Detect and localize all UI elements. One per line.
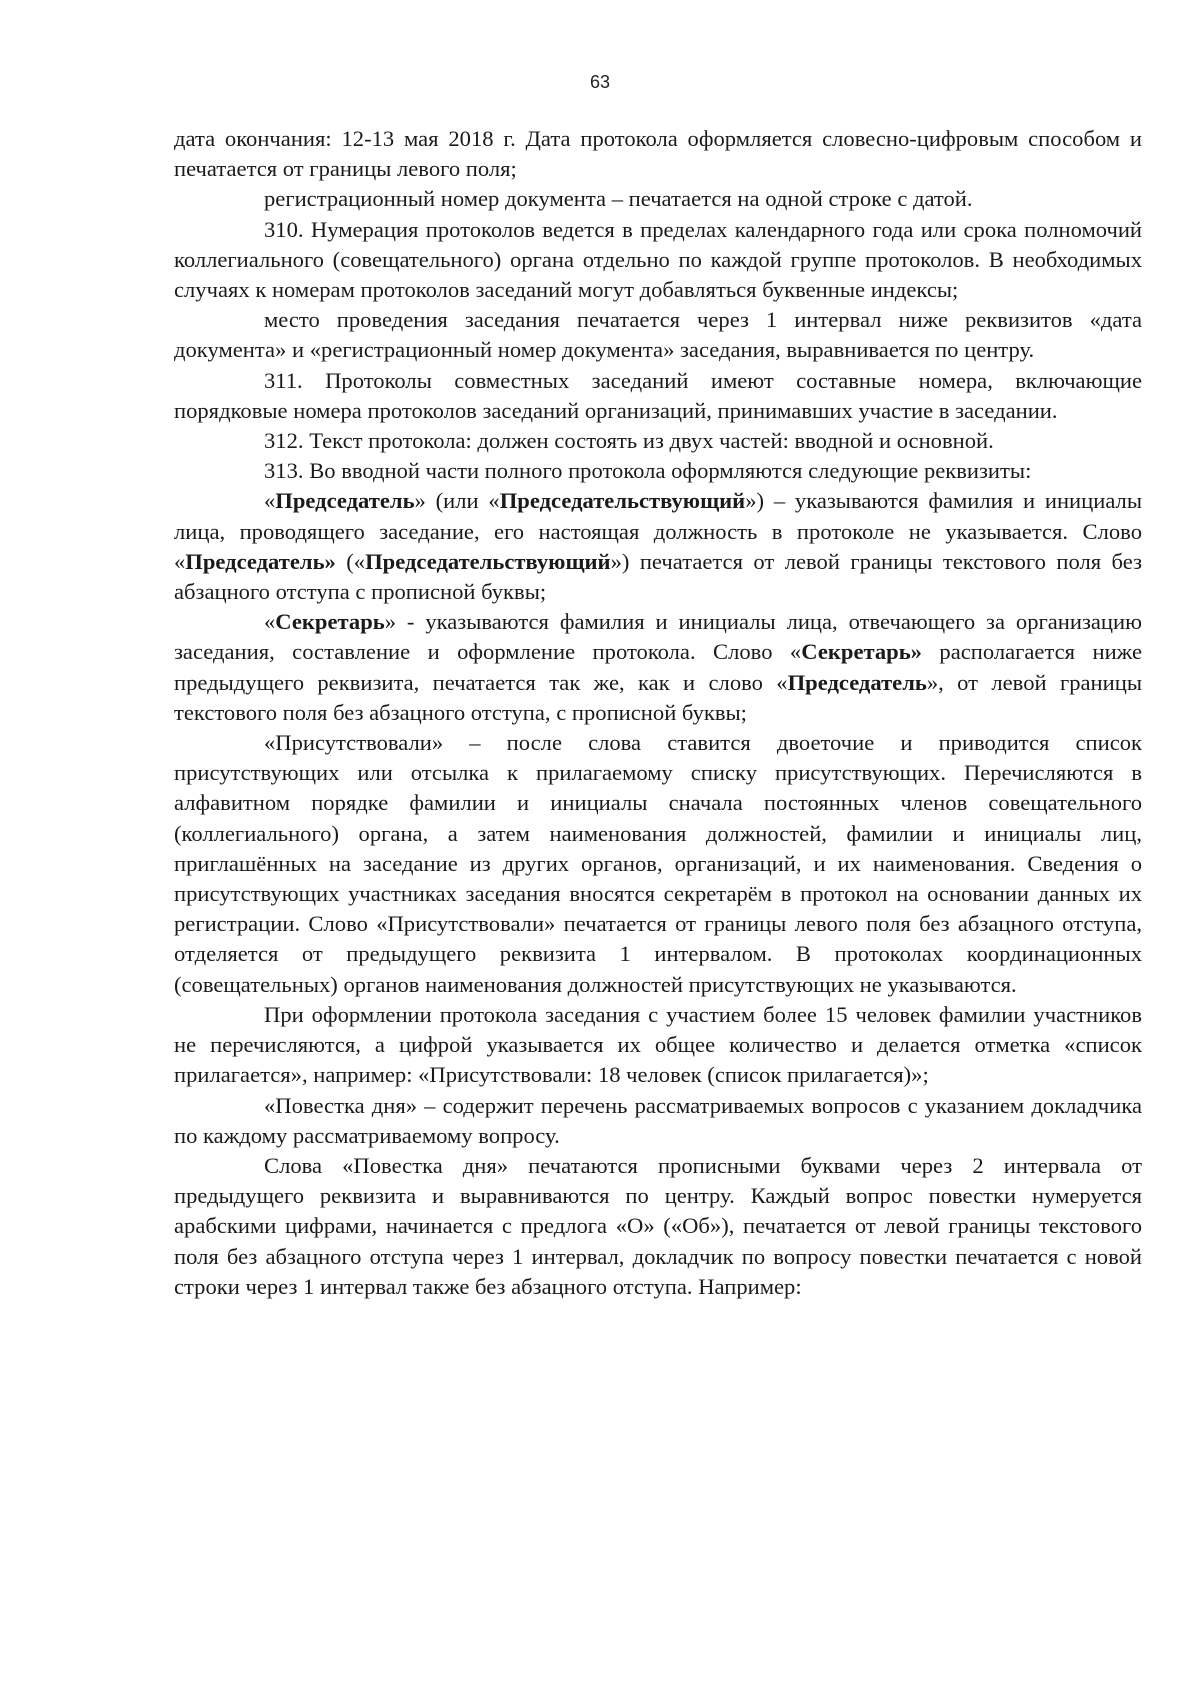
- text-run: («: [335, 548, 366, 574]
- text-run: », от левой границы текстового поля без абзацного отступа, с прописной буквы;: [174, 669, 1143, 725]
- paragraph-agenda-format: Слова «Повестка дня» печатаются прописными буквами через 2 интервала от предыдущего реквизита и выравниваются по центру. Каждый вопрос повестки нумеруется арабскими цифрами, начинается с предлога «О» («Об»), печатается от левой границы текстового поля без абзацного отступа через 1 интервал, докладчик по вопросу повестки печатается с новой строки через 1 интервал также без абзацного отступа. Например:: [174, 1152, 1142, 1299]
- text-run: располагается ниже предыдущего реквизита, печатается так же, как и слово «: [174, 639, 1142, 695]
- paragraph-chairman: [174, 486, 1142, 607]
- page-number: 63: [589, 72, 611, 92]
- paragraph-secretary: [174, 607, 1142, 728]
- bold-term: Секретарь»: [801, 639, 922, 665]
- text-run: » - указываются фамилия и инициалы лица, отвечающего за организацию заседания, составление и оформление протокола. Слово «: [174, 609, 1142, 665]
- text-run: ») – указываются фамилия и инициалы лица, проводящего заседание, его настоящая должность в протоколе не указывается. Слово «: [174, 488, 1142, 574]
- bold-term: Председательствующий: [499, 488, 746, 514]
- paragraph-310: 310. Нумерация протоколов ведется в пределах календарного года или срока полномочий коллегиального (совещательного) органа отдельно по каждой группе протоколов. В необходимых случаях к номерам протоколов заседаний могут добавляться буквенные индексы;: [174, 216, 1142, 303]
- paragraph-312: 312. Текст протокола: должен состоять из двух частей: вводной и основной.: [264, 428, 994, 454]
- bold-term: Председатель»: [185, 548, 336, 574]
- paragraph-meeting-place: место проведения заседания печатается через 1 интервал ниже реквизитов «дата документа» и «регистрационный номер документа» заседания, выравнивается по центру.: [174, 307, 1142, 363]
- bold-term: Секретарь: [275, 609, 385, 635]
- paragraph-313: 313. Во вводной части полного протокола оформляются следующие реквизиты:: [264, 458, 1032, 484]
- paragraph-attendees-over-15: При оформлении протокола заседания с участием более 15 человек фамилии участников не перечисляются, а цифрой указывается их общее количество и делается отметка «список прилагается», например: «Присутствовали: 18 человек (список прилагается)»;: [174, 1001, 1142, 1088]
- paragraph-311: 311. Протоколы совместных заседаний имеют составные номера, включающие порядковые номера протоколов заседаний организаций, принимавших участие в заседании.: [174, 367, 1142, 423]
- text-run: ») печатается от левой границы текстового поля без абзацного отступа с прописной буквы;: [174, 548, 1142, 605]
- paragraph-agenda: «Повестка дня» – содержит перечень рассматриваемых вопросов с указанием докладчика по каждому рассматриваемому вопросу.: [174, 1092, 1142, 1148]
- text-run: «: [264, 609, 276, 635]
- bold-term: Председатель: [787, 669, 927, 695]
- paragraph-attendees: «Присутствовали» – после слова ставится двоеточие и приводится список присутствующих или отсылка к прилагаемому списку присутствующих. Перечисляются в алфавитном порядке фамилии и инициалы сначала постоянных членов совещательного (коллегиального) органа, а затем наименования должностей, фамилии и инициалы лиц, приглашённых на заседание из других органов, организаций, и их наименования. Сведения о присутствующих участниках заседания вносятся секретарём в протокол на основании данных их регистрации. Слово «Присутствовали» печатается от границы левого поля без абзацного отступа, отделяется от предыдущего реквизита 1 интервалом. В протоколах координационных (совещательных) органов наименования должностей присутствующих не указываются.: [174, 730, 1142, 997]
- text-run: «: [264, 488, 276, 514]
- bold-term: Председательствующий: [365, 548, 611, 574]
- paragraph-end-date: дата окончания: 12-13 мая 2018 г. Дата протокола оформляется словесно-цифровым способом и печатается от границы левого поля;: [174, 126, 1142, 182]
- paragraph-registration-number: регистрационный номер документа – печатается на одной строке с датой.: [264, 186, 973, 212]
- bold-term: Председатель: [275, 488, 415, 514]
- text-run: » (или «: [414, 488, 500, 514]
- document-body: [174, 124, 1142, 1302]
